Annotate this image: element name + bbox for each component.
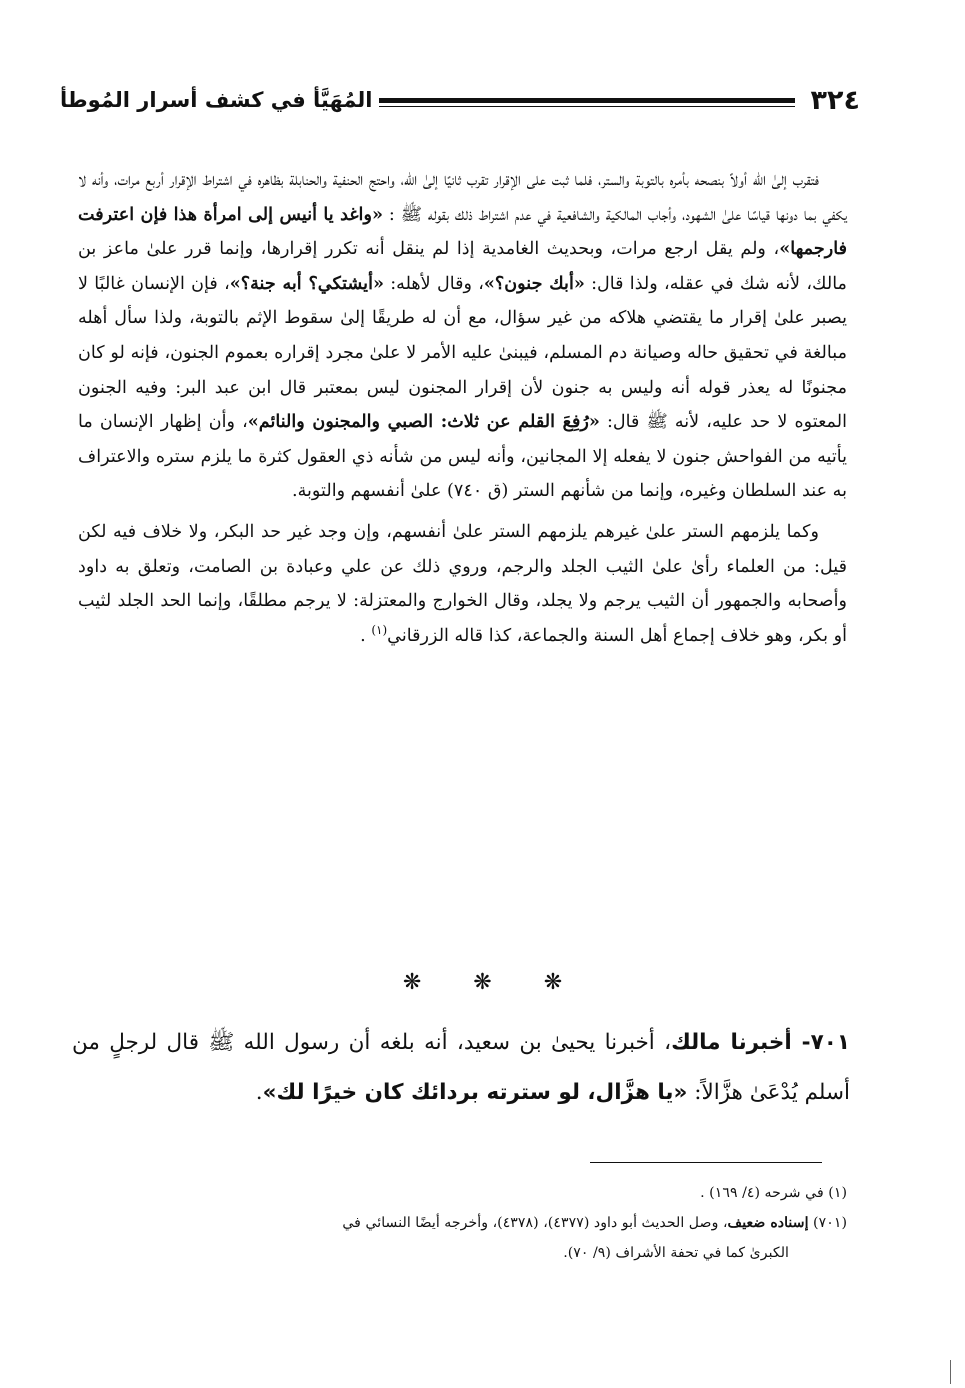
paragraph-text: ، فإن الإنسان غالبًا لا يصبر علىٰ إقرار ما يقتضي هلاكه من غير سؤال، مع أن له طريقًا إلىٰ سقوط الإثم بالتوبة، ولذا سأل أهله مبالغة في تحقيق حاله وصيانة دم المسلم، فيبنىٰ عليه الأمر لا علىٰ مجرد إقراره بعموم الجنون، فإنه لو كان مجنونًا له يعذر قوله أنه وليس به جنون لأن إقرار المجنون ليس بمعتبر قال ابن عبد البر: وفيه الجنون المعتوه لا حد عليه، لأنه ﷺ قال: (78, 273, 847, 433)
hadith-quote: «رُفِعَ القلم عن ثلاث: الصبي والمجنون والنائم» (247, 411, 600, 433)
footnote-701 (72, 1208, 847, 1238)
footnote-701-continuation: الكبرىٰ كما في تحفة الأشراف (٩/ ٧٠). (563, 1245, 789, 1261)
footnote-reference[interactable]: (١) (371, 622, 388, 637)
hadith-number-label: ٧٠١- أخبرنا مالك (671, 1030, 850, 1055)
hadith-entry-text (72, 1018, 850, 1118)
footnote-divider (590, 1162, 822, 1163)
page-header (60, 80, 860, 120)
page-number: ٣٢٤ (810, 84, 860, 116)
hadith-entry-701 (72, 1018, 850, 1118)
paragraph-text: ، ولم يقل ارجع مرات، وبحديث الغامدية إذا لم ينقل أنه تكرر إقرارها، وإنما قرر علىٰ ماعز بن مالك، لأنه شك في عقله، ولذا قال: (78, 239, 847, 294)
paragraph-end: . (360, 625, 372, 646)
hadith-quote: «أبك جنون؟» (483, 272, 585, 294)
hadith-chain: ، أخبرنا يحيىٰ بن سعيد، أنه بلغه أن رسول الله ﷺ قال لرجلٍ من أسلم يُدْعَىٰ هزَّالاً: (72, 1030, 850, 1105)
footnote-number: (٧٠١) (808, 1215, 847, 1231)
paragraph-text: ، وقال لأهله: (383, 273, 484, 294)
section-separator (0, 970, 965, 995)
hadith-quote: «واغد يا أنيس إلى امرأة هذا فإن اعترفت فارجمها» (78, 203, 847, 260)
asterism-icon: ❋ (543, 970, 563, 995)
hadith-quote: «يا هزَّال، لو سترته بردائك كان خيرًا لك» (262, 1080, 688, 1105)
commentary-paragraph-2 (78, 515, 847, 653)
commentary-paragraph-1 (78, 163, 847, 509)
paragraph-text: وكما يلزمهم الستر علىٰ غيرهم يلزمهم الستر علىٰ أنفسهم، وإن وجد غير حد البكر، ولا خلاف فيه لكن قيل: من العلماء رأىٰ علىٰ الثيب الجلد والرجم، وروي ذلك عن علي وعبادة بن الصامت، وتعلق به داود وأصحابه والجمهور أن الثيب يرجم ولا يجلد، وقال الخوارج والمعتزلة: لا يرجم مطلقًا، وإنما الحد الجلد لثيب أو بكر، وهو خلاف إجماع أهل السنة والجماعة، كذا قاله الزرقاني (78, 521, 847, 646)
commentary-body (78, 163, 847, 653)
paragraph-text: ، وأن إظهار الإنسان ما يأتيه من الفواحش جنون لا يفعله إلا المجانين، وأنه ليس من شأنه ذي العقول كثرة ما يلزم ستره والاعتراف به عند السلطان وغيره، وإنما من شأنهم الستر (ق ٧٤٠) علىٰ أنفسهم والتوبة. (78, 412, 847, 502)
scan-margin-mark (950, 1360, 951, 1384)
footnote-grading: إسناده ضعيف (727, 1215, 809, 1231)
header-double-rule (379, 98, 795, 103)
paragraph-text: فتقرب إلىٰ الله أولاً بنصحه بأمره بالتوبة والستر، فلما ثبت على الإقرار تقرب ثانيًا إلىٰ الله، واحتج الحنفية والحنابلة بظاهره في اشتراط الإقرار أربع مرات، وأنه لا يكفي بما دونها قياسًا علىٰ الشهود، وأجاب المالكية والشافعية في عدم اشتراط ذلك بقوله ﷺ : (78, 170, 847, 225)
running-title: المُهَيَّأ في كشف أسرار المُوطأ (60, 88, 373, 112)
hadith-end: . (255, 1080, 263, 1105)
asterism-icon: ❋ (473, 970, 492, 995)
hadith-quote: «أيشتكي؟ أبه جنة؟» (229, 272, 384, 294)
footnote-1: (١) في شرحه (٤/ ١٦٩) . (700, 1185, 847, 1201)
footnotes (72, 1178, 847, 1268)
footnote-text: ، وصل الحديث أبو داود (٤٣٧٧)، (٤٣٧٨)، وأخرجه أيضًا النسائي في (342, 1215, 728, 1231)
asterism-icon: ❋ (402, 970, 422, 995)
